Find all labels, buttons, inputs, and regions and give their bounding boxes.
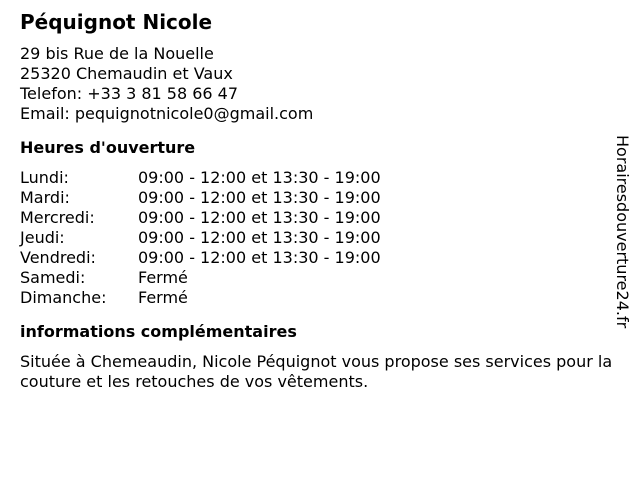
site-watermark: Horairesdouverture24.fr: [613, 135, 632, 329]
hours-row-tuesday: [20, 188, 620, 208]
hours-row-saturday: [20, 268, 620, 288]
additional-info-heading: informations complémentaires: [20, 322, 297, 341]
city-address: 25320 Chemaudin et Vaux: [20, 64, 233, 83]
hours-row-wednesday: [20, 208, 620, 228]
day-label: Vendredi:: [20, 248, 96, 267]
street-address: 29 bis Rue de la Nouelle: [20, 44, 214, 63]
day-hours: 09:00 - 12:00 et 13:30 - 19:00: [138, 168, 381, 187]
business-card: [20, 10, 620, 392]
additional-info-text: Située à Chemeaudin, Nicole Péquignot vous propose ses services pour la couture et les retouches de vos vêtements.: [20, 352, 613, 391]
day-hours: 09:00 - 12:00 et 13:30 - 19:00: [138, 248, 381, 267]
email-address: Email: pequignotnicole0@gmail.com: [20, 104, 314, 123]
hours-row-friday: [20, 248, 620, 268]
opening-hours-list: [20, 168, 620, 308]
phone-number: Telefon: +33 3 81 58 66 47: [20, 84, 239, 103]
business-name: Péquignot Nicole: [20, 10, 213, 34]
day-hours: 09:00 - 12:00 et 13:30 - 19:00: [138, 188, 381, 207]
hours-row-sunday: [20, 288, 620, 308]
opening-hours-heading: Heures d'ouverture: [20, 138, 196, 157]
day-label: Jeudi:: [20, 228, 65, 247]
day-label: Mardi:: [20, 188, 70, 207]
day-label: Dimanche:: [20, 288, 107, 307]
day-hours: Fermé: [138, 268, 188, 287]
day-label: Lundi:: [20, 168, 69, 187]
day-hours: 09:00 - 12:00 et 13:30 - 19:00: [138, 228, 381, 247]
hours-row-thursday: [20, 228, 620, 248]
hours-row-monday: [20, 168, 620, 188]
day-label: Samedi:: [20, 268, 86, 287]
day-hours: Fermé: [138, 288, 188, 307]
day-label: Mercredi:: [20, 208, 95, 227]
day-hours: 09:00 - 12:00 et 13:30 - 19:00: [138, 208, 381, 227]
